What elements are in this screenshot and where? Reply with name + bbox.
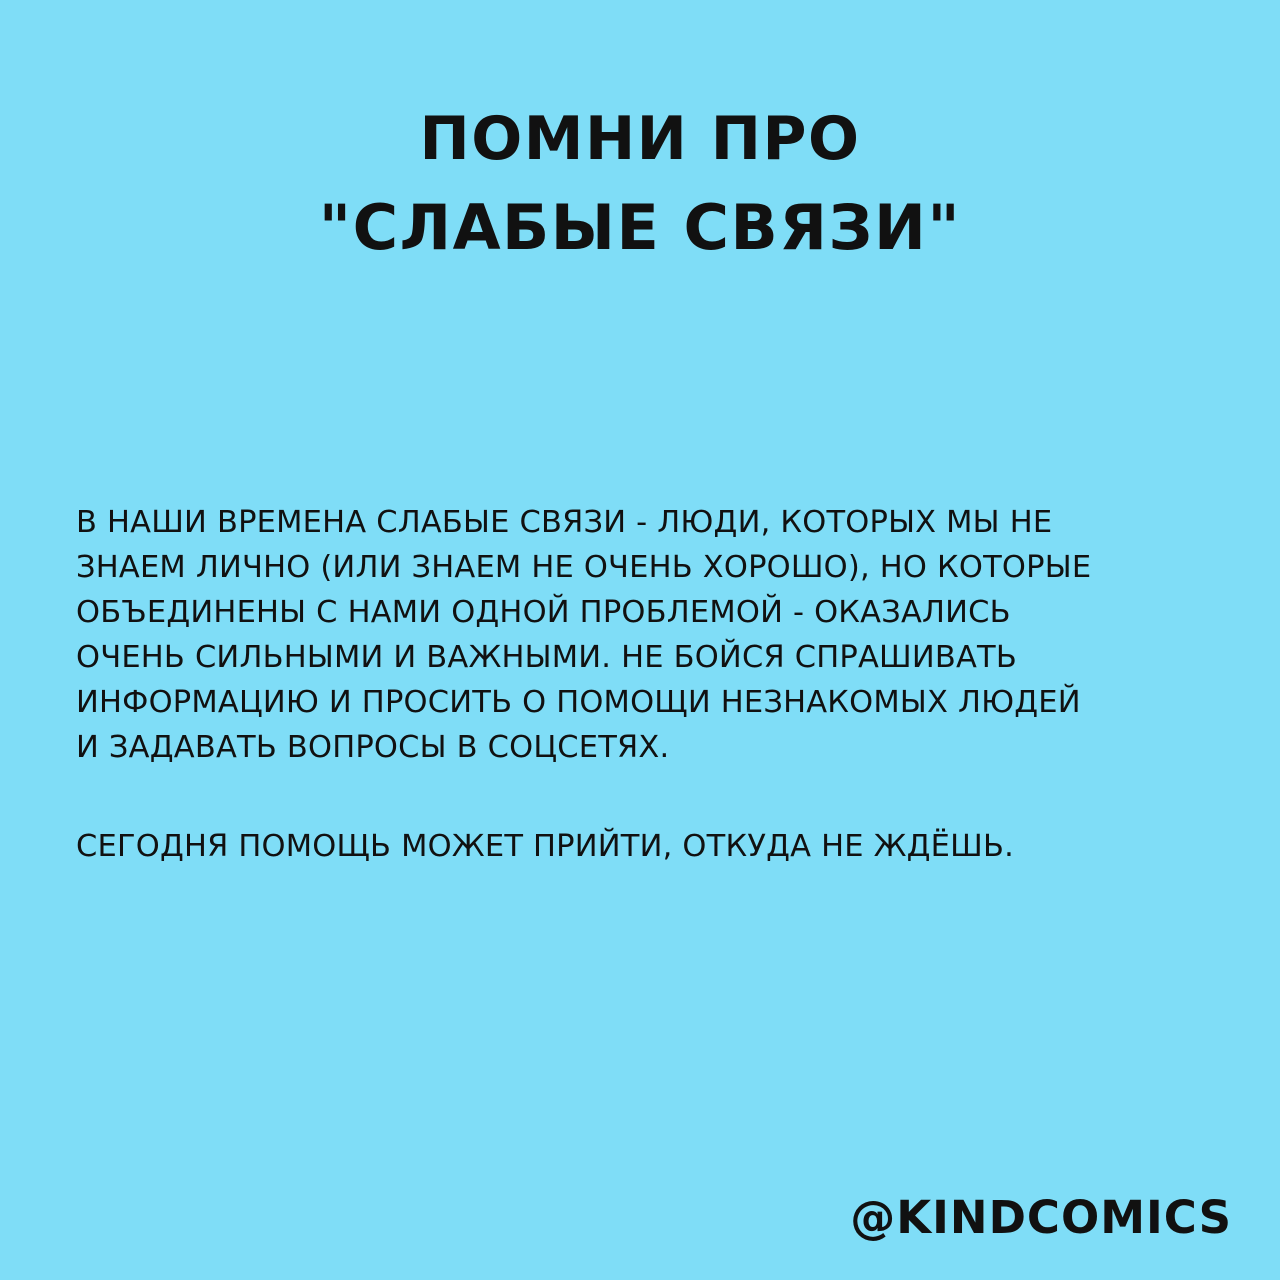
paragraph-1-line-1: В НАШИ ВРЕМЕНА СЛАБЫЕ СВЯЗИ - ЛЮДИ, КОТОРЫХ МЫ НЕ	[76, 505, 1053, 540]
paragraph-1-line-3: ОБЪЕДИНЕНЫ С НАМИ ОДНОЙ ПРОБЛЕМОЙ - ОКАЗАЛИСЬ	[76, 595, 1011, 630]
paragraph-1	[76, 500, 1186, 770]
paragraph-1-line-2: ЗНАЕМ ЛИЧНО (ИЛИ ЗНАЕМ НЕ ОЧЕНЬ ХОРОШО), НО КОТОРЫЕ	[76, 550, 1092, 585]
paragraph-1-line-6: И ЗАДАВАТЬ ВОПРОСЫ В СОЦСЕТЯХ.	[76, 730, 670, 765]
body-text	[76, 500, 1186, 869]
paragraph-2	[76, 824, 1186, 869]
page-title	[0, 96, 1280, 273]
author-handle: @KINDCOMICS	[850, 1191, 1232, 1244]
paragraph-2-line-1: СЕГОДНЯ ПОМОЩЬ МОЖЕТ ПРИЙТИ, ОТКУДА НЕ ЖДЁШЬ.	[76, 829, 1014, 864]
paragraph-spacer	[76, 770, 1186, 824]
paragraph-1-line-5: ИНФОРМАЦИЮ И ПРОСИТЬ О ПОМОЩИ НЕЗНАКОМЫХ ЛЮДЕЙ	[76, 685, 1081, 720]
title-line-1: ПОМНИ ПРО	[419, 104, 861, 174]
paragraph-1-line-4: ОЧЕНЬ СИЛЬНЫМИ И ВАЖНЫМИ. НЕ БОЙСЯ СПРАШИВАТЬ	[76, 640, 1017, 675]
title-line-2: "СЛАБЫЕ СВЯЗИ"	[318, 191, 962, 264]
